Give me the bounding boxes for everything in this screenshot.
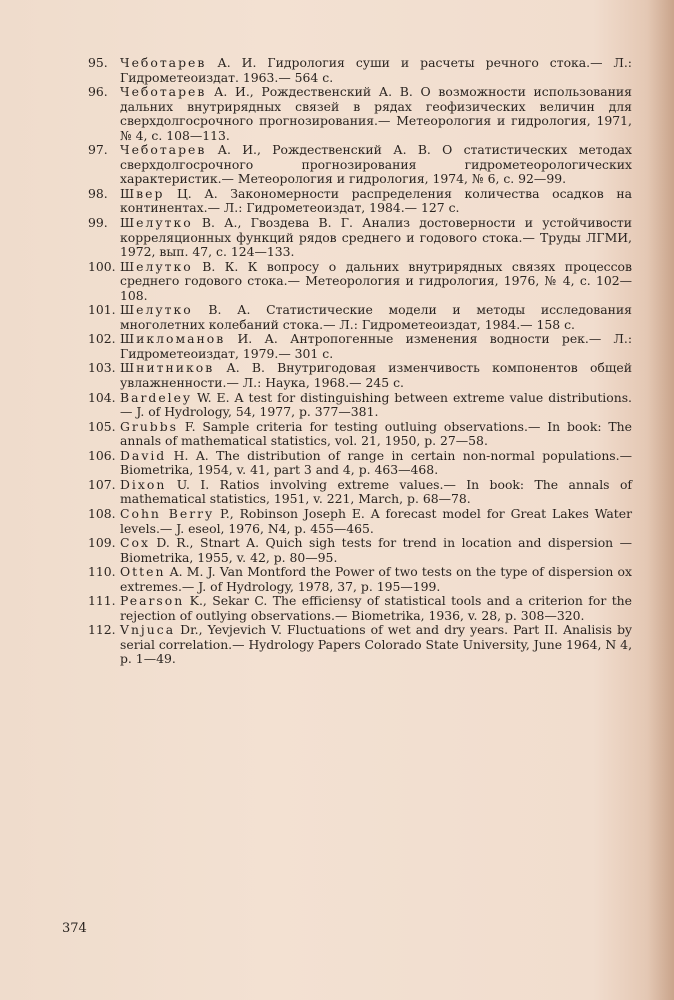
reference-author: Grubbs <box>120 418 179 434</box>
reference-author: David <box>120 447 167 463</box>
reference-author: Cohn Berry <box>120 505 215 521</box>
reference-number: 96. <box>88 84 108 100</box>
reference-text: В. К. К вопросу о дальних внутрирядных связях процессов среднего годового стока.— Метеорология и гидрология, 1976, № 4, с. 102—108. <box>120 258 632 303</box>
reference-text: H. A. The distribution of range in certain non-normal populations.— Biometrika, 1954, v. 41, part 3 and 4, p. 463—468. <box>120 447 632 478</box>
reference-item <box>88 449 632 478</box>
reference-author: Dixon <box>120 476 167 492</box>
reference-number: 99. <box>88 215 108 231</box>
reference-item <box>88 507 632 536</box>
reference-author: Шикломанов <box>120 331 226 347</box>
reference-text: В. А., Гвоздева В. Г. Анализ достоверности и устойчивости корреляционных функций рядов среднего и годового стока.— Труды ЛГМИ, 1972, вып. 47, с. 124—133. <box>120 215 632 260</box>
reference-item <box>88 216 632 260</box>
reference-number: 112. <box>88 622 116 638</box>
reference-text: F. Sample criteria for testing outluing observations.— In book: The annals of mathematical statistics, vol. 21, 1950, p. 27—58. <box>120 418 632 449</box>
reference-author: Шнитников <box>120 360 215 376</box>
reference-text: А. В. Внутригодовая изменчивость компонентов общей увлажненности.— Л.: Наука, 1968.— 245 с. <box>120 360 632 391</box>
reference-text: А. И., Рождественский А. В. О возможности использования дальних внутрирядных связей в рядах геофизических величин для сверхдолгосрочного прогнозирования.— Метеорология и гидрология, 1971, № 4, с. 108—113. <box>120 84 632 143</box>
reference-number: 108. <box>88 505 116 521</box>
reference-item <box>88 303 632 332</box>
reference-number: 101. <box>88 302 116 318</box>
reference-item <box>88 478 632 507</box>
reference-text: P., Robinson Joseph E. A forecast model for Great Lakes Water levels.— J. eseol, 1976, N4, p. 455—465. <box>120 505 632 536</box>
reference-number: 105. <box>88 418 116 434</box>
reference-text: Dr., Yevjevich V. Fluctuations of wet and dry years. Part II. Analisis by serial correlation.— Hydrology Papers Colorado State University, June 1964, N 4, p. 1—49. <box>120 622 633 667</box>
reference-text: В. А. Статистические модели и методы исследования многолетних колебаний стока.— Л.: Гидрометеоиздат, 1984.— 158 с. <box>120 302 632 332</box>
reference-author: Швер <box>120 185 165 201</box>
reference-text: И. А. Антропогенные изменения водности рек.— Л.: Гидрометеоиздат, 1979.— 301 с. <box>120 331 632 361</box>
reference-item <box>88 332 632 361</box>
reference-item <box>88 565 632 594</box>
reference-author: Otten <box>120 564 166 580</box>
reference-item <box>88 420 632 449</box>
reference-number: 111. <box>88 593 116 609</box>
reference-author: Pearson <box>120 593 185 609</box>
reference-number: 102. <box>88 331 116 347</box>
reference-item <box>88 187 632 216</box>
reference-text: K., Sekar C. The efficiensy of statistical tools and a criterion for the rejection of outlying observations.— Biometrika, 1936, v. 28, p. 308—320. <box>120 593 632 623</box>
reference-author: Cox <box>120 535 150 551</box>
reference-item <box>88 143 632 187</box>
reference-author: Чеботарев <box>120 55 207 70</box>
reference-number: 110. <box>88 564 116 580</box>
reference-author: Vnjuca <box>120 622 176 638</box>
reference-number: 98. <box>88 185 108 201</box>
reference-number: 107. <box>88 476 116 492</box>
reference-number: 106. <box>88 447 116 463</box>
page-number: 374 <box>62 921 87 936</box>
reference-item <box>88 594 632 623</box>
reference-item <box>88 623 632 667</box>
reference-text: А. И. Гидрология суши и расчеты речного стока.— Л.: Гидрометеоиздат. 1963.— 564 с. <box>120 55 632 85</box>
reference-author: Шелутко <box>120 258 193 274</box>
reference-author: Bardeley <box>120 389 192 405</box>
reference-text: A. M. J. Van Montford the Power of two tests on the type of dispersion ox extremes.— J. of Hydrology, 1978, 37, p. 195—199. <box>120 564 632 594</box>
reference-number: 95. <box>88 55 108 70</box>
reference-item <box>88 391 632 420</box>
reference-number: 104. <box>88 389 116 405</box>
reference-text: Ц. А. Закономерности распределения количества осадков на континентах.— Л.: Гидрометеоиздат, 1984.— 127 с. <box>120 185 632 216</box>
reference-number: 97. <box>88 142 108 158</box>
reference-author: Шелутко <box>120 302 193 318</box>
reference-text: А. И., Рождественский А. В. О статистических методах сверхдолгосрочного прогнозирования гидрометеорологических характеристик.— Метеорология и гидрология, 1974, № 6, с. 92—99. <box>120 142 632 187</box>
reference-item <box>88 260 632 304</box>
reference-number: 109. <box>88 535 116 551</box>
reference-author: Чеботарев <box>120 142 207 158</box>
reference-text: D. R., Stnart A. Quich sigh tests for trend in location and dispersion — Biometrika, 1955, v. 42, p. 80—95. <box>120 535 632 565</box>
reference-text: U. I. Ratios involving extreme values.— In book: The annals of mathematical statistics, 1951, v. 221, March, p. 68—78. <box>120 476 632 507</box>
reference-item <box>88 85 632 143</box>
reference-item <box>88 536 632 565</box>
reference-author: Шелутко <box>120 215 193 231</box>
reference-number: 100. <box>88 258 116 274</box>
reference-item <box>88 361 632 390</box>
reference-author: Чеботарев <box>120 84 207 100</box>
reference-item <box>88 56 632 85</box>
reference-text: W. E. A test for distinguishing between extreme value distributions.— J. of Hydrology, 54, 1977, p. 377—381. <box>120 389 632 420</box>
reference-list <box>88 56 632 667</box>
reference-number: 103. <box>88 360 116 376</box>
